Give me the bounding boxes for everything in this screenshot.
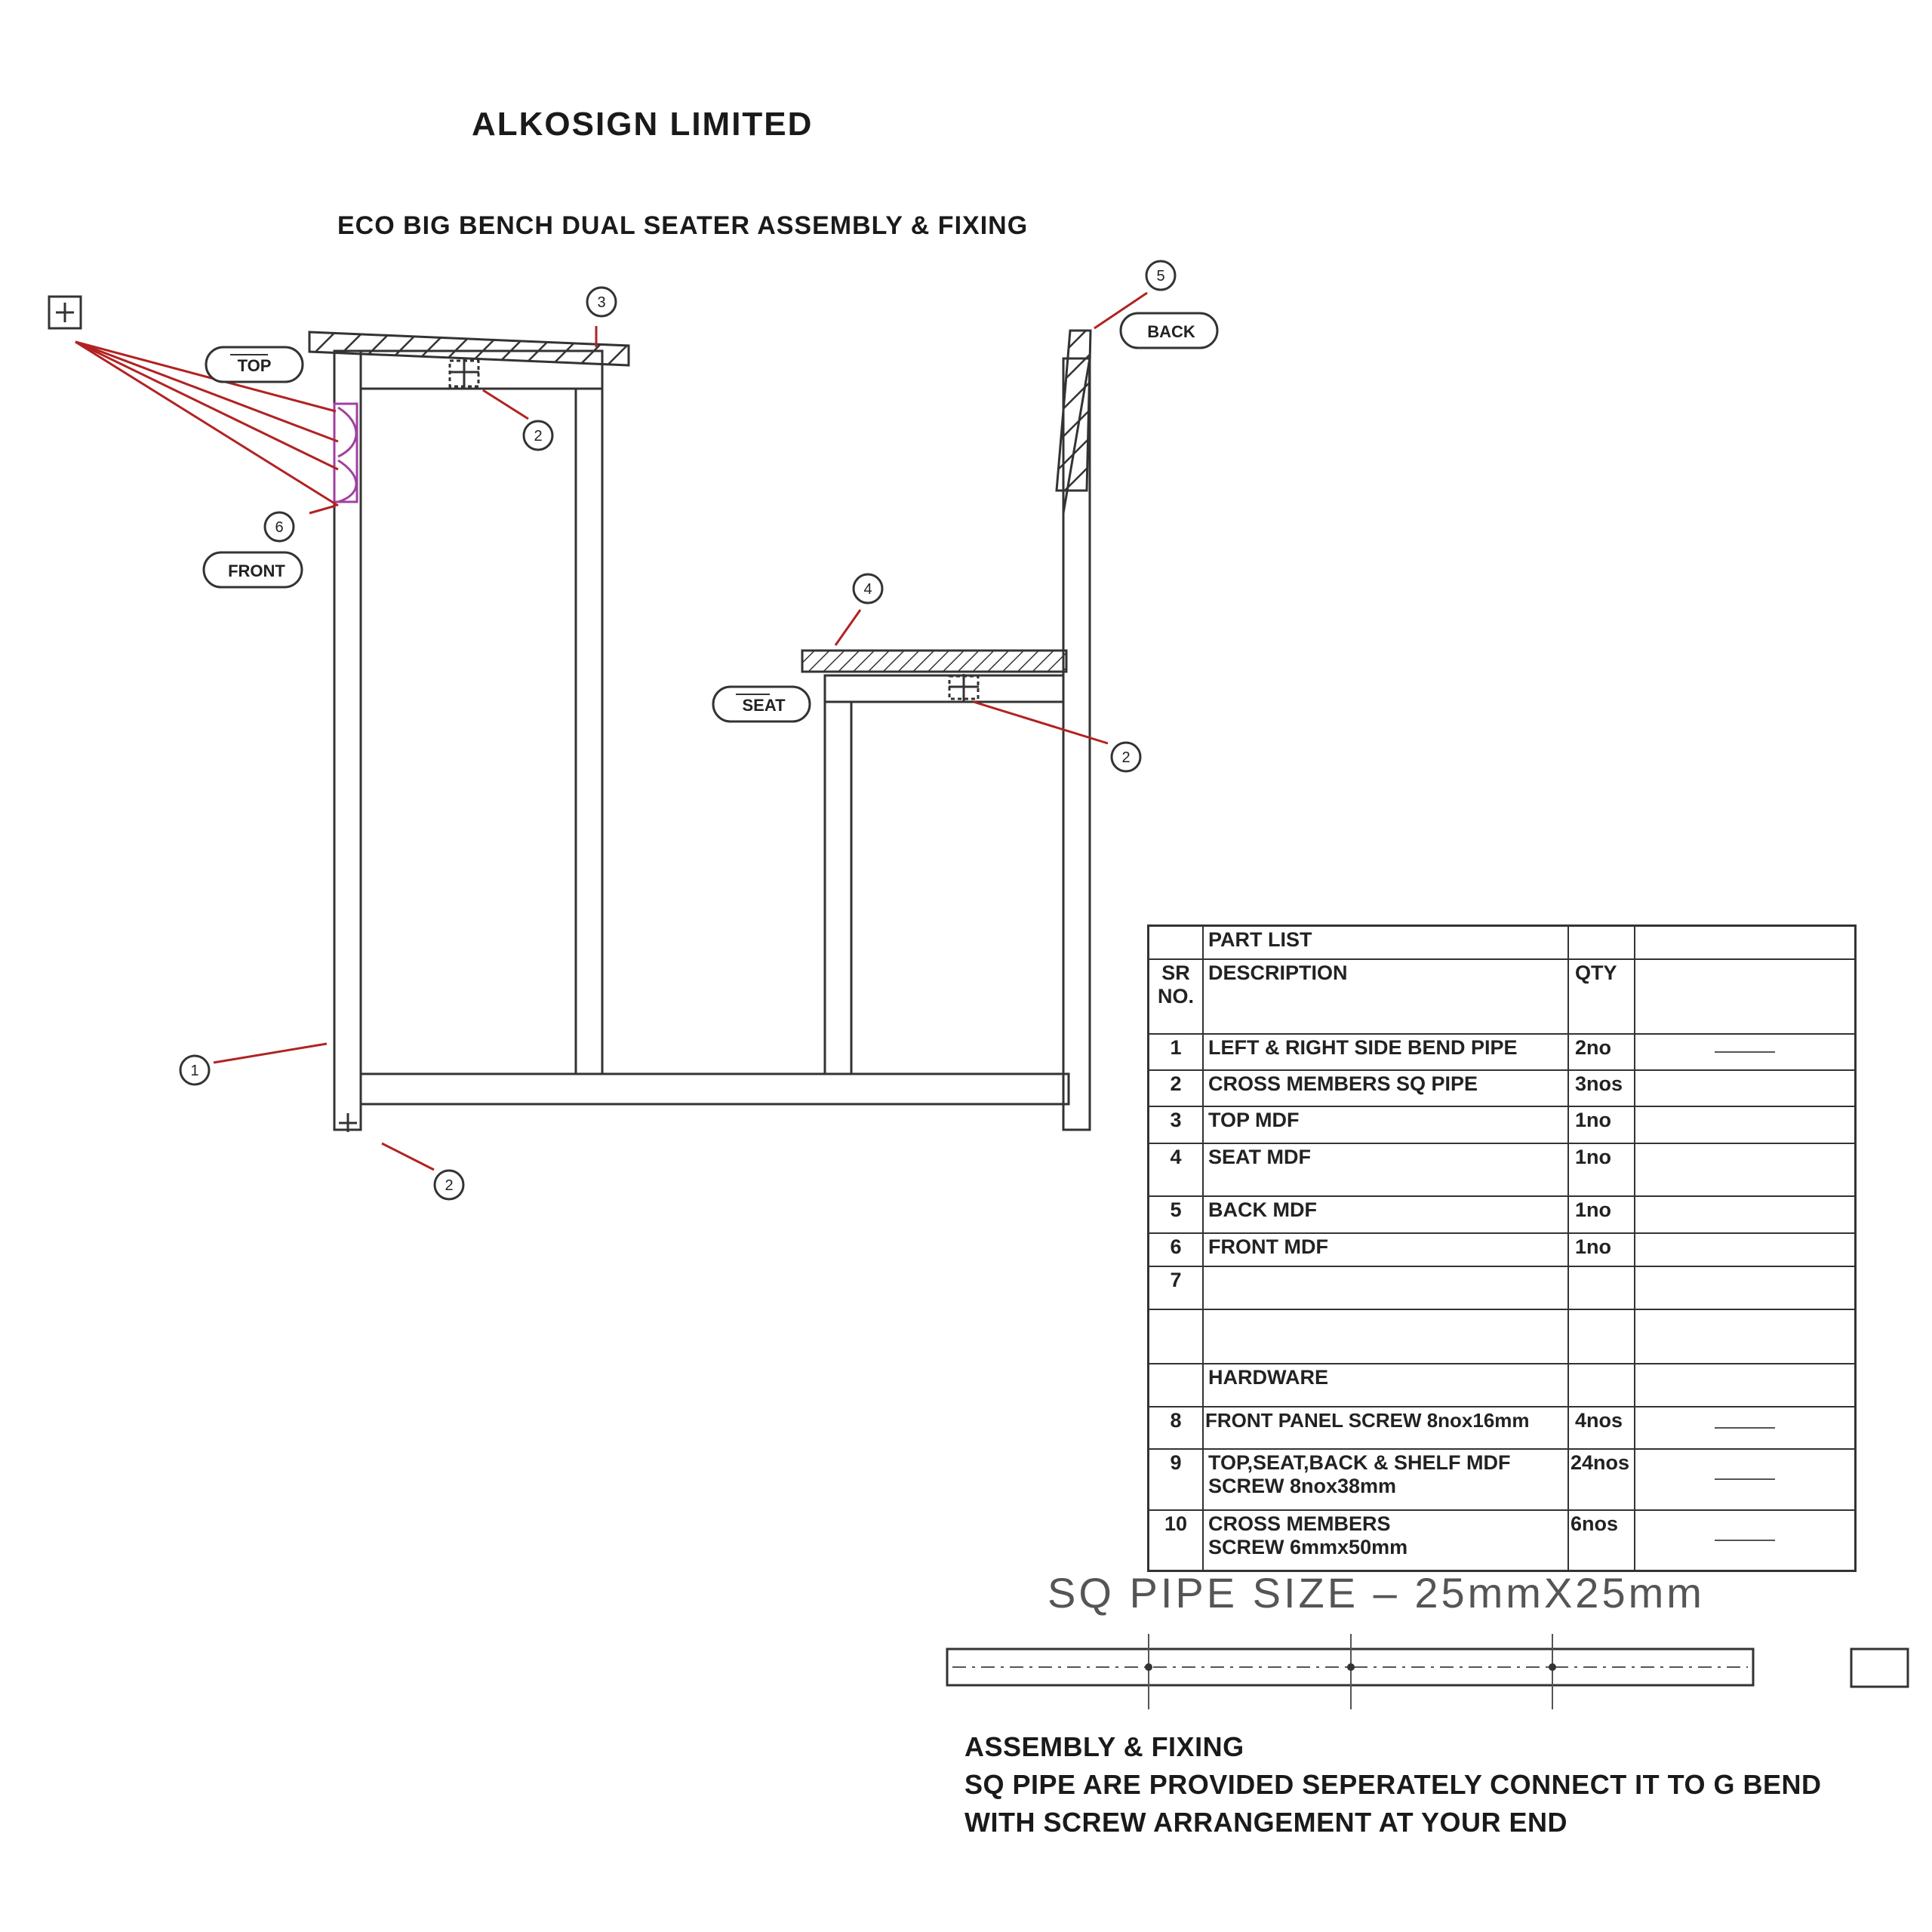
svg-text:2: 2	[534, 428, 543, 445]
table-row: 2 CROSS MEMBERS SQ PIPE 3nos	[1149, 1070, 1856, 1106]
svg-text:SEAT: SEAT	[742, 696, 786, 715]
svg-text:1: 1	[190, 1063, 199, 1079]
part-balloons	[180, 261, 1175, 1199]
table-row: 5 BACK MDF 1no	[1149, 1196, 1856, 1232]
part-list-table	[1147, 924, 1857, 1572]
leader-lines	[75, 293, 1147, 1170]
table-row: 1 LEFT & RIGHT SIDE BEND PIPE 2no	[1149, 1034, 1856, 1070]
assembly-notes	[964, 1728, 1822, 1841]
table-row	[1149, 1364, 1856, 1406]
table-row: 3 TOP MDF 1no	[1149, 1106, 1856, 1143]
svg-text:BACK: BACK	[1147, 322, 1195, 341]
notes-line: WITH SCREW ARRANGEMENT AT YOUR END	[964, 1807, 1567, 1838]
bench-frame	[334, 351, 1090, 1130]
svg-text:5: 5	[1156, 268, 1165, 285]
table-row: 8 FRONT PANEL SCREW 8nox16mm 4nos	[1149, 1407, 1856, 1449]
notes-heading: ASSEMBLY & FIXING	[964, 1731, 1244, 1762]
detail-symbol	[49, 297, 81, 328]
svg-text:FRONT: FRONT	[228, 561, 285, 580]
top-mdf	[309, 332, 629, 365]
balloon-5	[1146, 261, 1175, 290]
balloon-1	[180, 1056, 209, 1084]
table-row: 4 SEAT MDF 1no	[1149, 1143, 1856, 1197]
drawing-title: ECO BIG BENCH DUAL SEATER ASSEMBLY & FIXING	[337, 211, 1029, 240]
company-name: ALKOSIGN LIMITED	[472, 106, 814, 143]
label-seat	[713, 687, 810, 721]
table-row	[1149, 1309, 1856, 1364]
label-front	[204, 552, 302, 587]
back-mdf	[1057, 331, 1091, 491]
screw-markers	[339, 358, 979, 1132]
part-list-title: PART LIST	[1203, 926, 1568, 959]
balloon-2-seat	[1112, 743, 1140, 771]
balloon-2-bottom	[435, 1171, 463, 1199]
table-row: 7	[1149, 1266, 1856, 1309]
header-qty: QTY	[1568, 959, 1635, 1034]
pipe-size-label: SQ PIPE SIZE – 25mmX25mm	[1048, 1569, 1705, 1617]
sq-pipe-drawing	[947, 1634, 1908, 1709]
hardware-label: HARDWARE	[1203, 1364, 1568, 1406]
svg-text:4: 4	[863, 581, 872, 598]
svg-text:6: 6	[275, 519, 284, 536]
balloon-4	[854, 574, 882, 603]
balloon-3	[587, 288, 616, 316]
table-row: 9 TOP,SEAT,BACK & SHELF MDF SCREW 8nox38mm 24nos	[1149, 1449, 1856, 1510]
balloon-2-top	[524, 421, 552, 450]
front-mdf	[334, 404, 357, 502]
header-sr: SR NO.	[1149, 959, 1204, 1034]
svg-text:2: 2	[1121, 749, 1131, 766]
label-top	[206, 347, 303, 382]
seat-mdf	[802, 651, 1066, 672]
label-back	[1121, 313, 1217, 348]
svg-text:2: 2	[445, 1177, 454, 1194]
svg-text:3: 3	[597, 294, 606, 311]
notes-line: SQ PIPE ARE PROVIDED SEPERATELY CONNECT IT TO G BEND	[964, 1769, 1822, 1800]
balloon-6	[265, 512, 294, 541]
header-description: DESCRIPTION	[1203, 959, 1568, 1034]
table-row: 10 CROSS MEMBERS SCREW 6mmx50mm 6nos	[1149, 1510, 1856, 1571]
svg-text:TOP: TOP	[237, 356, 272, 375]
pipe-section	[1851, 1649, 1908, 1687]
table-row: 6 FRONT MDF 1no	[1149, 1233, 1856, 1266]
